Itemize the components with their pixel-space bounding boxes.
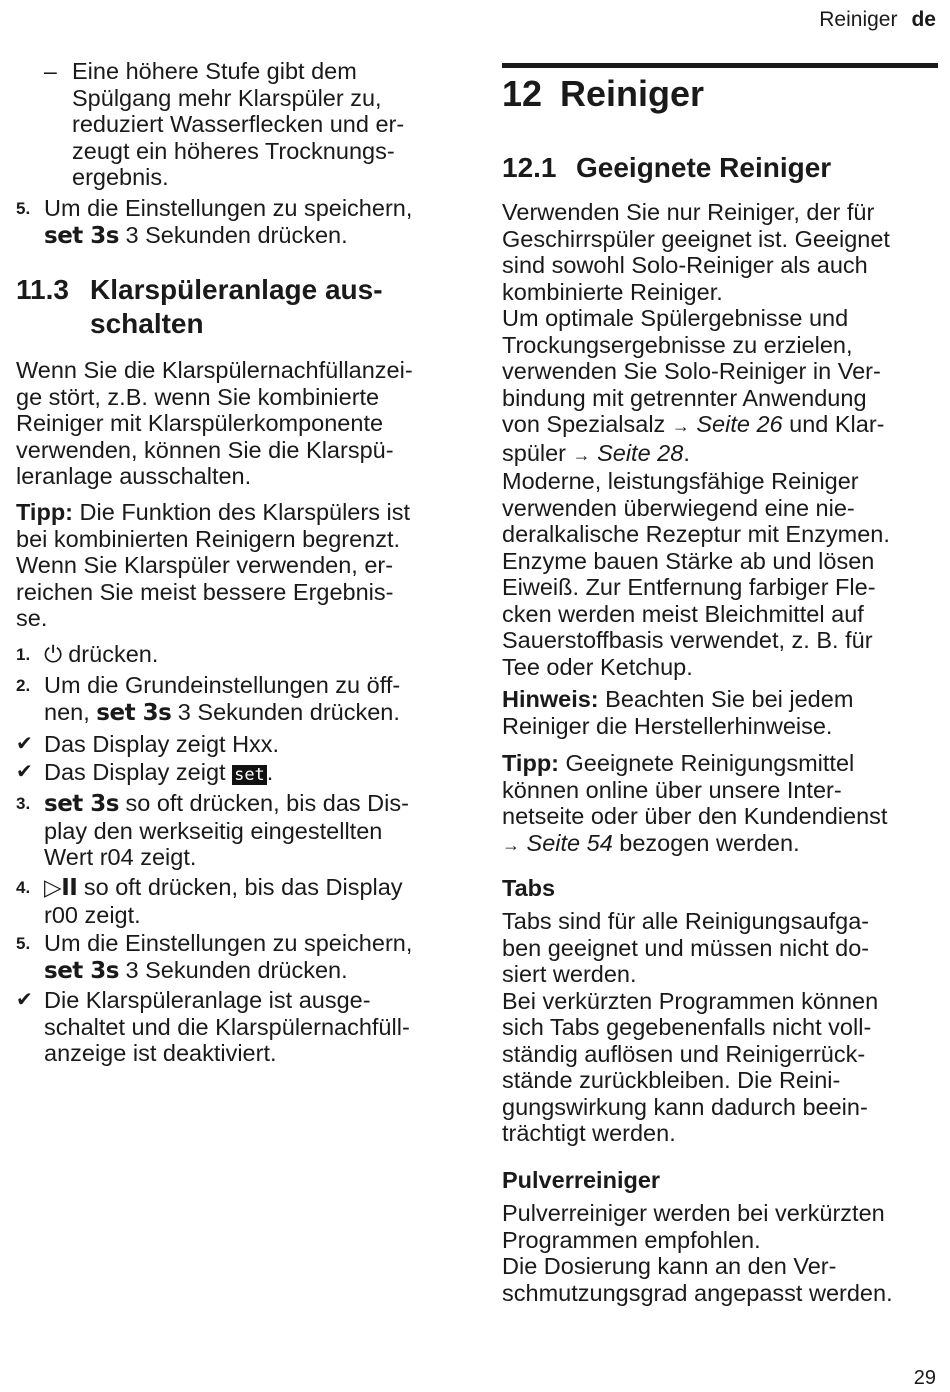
text-span: Beachten Sie bei jedem (598, 686, 854, 712)
text-span: spüler (502, 439, 573, 466)
text-line: leranlage ausschalten. (16, 463, 252, 489)
result-1 (16, 731, 456, 758)
step-3 (16, 790, 456, 871)
text-line: Sauerstoffbasis verwendet, z. B. für (502, 627, 873, 653)
checkmark-icon: ✔ (16, 733, 33, 755)
text-line: bindung mit getrennter Anwendung (502, 384, 867, 411)
text-span: 3 Sekunden drücken. (118, 956, 348, 983)
text-line: Moderne, leistungsfähige Reiniger (502, 468, 859, 494)
chapter-rule (502, 63, 938, 68)
text-span: so oft drücken, bis das Dis- (118, 790, 409, 816)
running-header (819, 8, 936, 32)
text-line: se. (16, 605, 48, 631)
text-line: Wenn Sie die Klarspülernachfüllanzei- (16, 357, 413, 383)
text-line: ge stört, z.B. wenn Sie kombinierte (16, 383, 380, 410)
text-line: reichen Sie meist bessere Ergebnis- (16, 578, 394, 605)
arrow-icon: → (671, 416, 690, 436)
dash-item (72, 58, 456, 191)
chapter-heading (502, 72, 938, 116)
text-line: Die Dosierung kann an den Ver- (502, 1253, 837, 1279)
text-line: Verwenden Sie nur Reiniger, der für (502, 199, 875, 225)
text-span: . (683, 439, 690, 466)
checkmark-icon: ✔ (16, 989, 33, 1011)
text-line: netseite oder über den Kundendienst (502, 803, 888, 829)
section-heading-11-3 (16, 273, 456, 341)
text-line: anzeige ist deaktiviert. (44, 1040, 277, 1066)
text-line: ergebnis. (72, 164, 169, 190)
text-line: stände zurückbleiben. Die Reini- (502, 1067, 841, 1093)
text-line: sich Tabs gegebenenfalls nicht voll- (502, 1014, 872, 1040)
heading-number: 12.1 (502, 152, 557, 183)
set-3s-symbol: set 3s (96, 699, 172, 726)
detergent-paragraph (502, 199, 942, 680)
text-line: Eine höhere Stufe gibt dem (72, 58, 357, 84)
text-line: Um die Einstellungen zu speichern, (44, 930, 413, 956)
text-line: r00 zeigt. (44, 901, 141, 928)
section-heading-12-1 (502, 151, 942, 185)
text-line: Die Klarspüleranlage ist ausge- (44, 987, 371, 1013)
step-4 (16, 874, 456, 928)
text-line: schmutzungsgrad angepasst werden. (502, 1279, 893, 1306)
tip-label: Tipp: (502, 750, 559, 776)
tip-paragraph (16, 499, 456, 632)
page-reference-link[interactable]: Seite 26 (689, 411, 783, 437)
text-line: Tee oder Ketchup. (502, 653, 693, 680)
text-span: so oft drücken, bis das Display (77, 874, 403, 900)
text-line: zeugt ein höheres Trocknungs- (72, 137, 395, 164)
text-line: verwenden überwiegend eine nie- (502, 494, 855, 521)
tip-label: Tipp: (16, 499, 73, 525)
text-span: bezogen werden. (612, 829, 800, 856)
text-line: Wenn Sie Klarspüler verwenden, er- (16, 552, 394, 578)
powder-section (502, 1166, 942, 1306)
text-line: Wert r04 zeigt. (44, 844, 197, 870)
set-3s-symbol: set 3s (44, 222, 119, 249)
text-span: . (266, 759, 274, 785)
power-icon: ⏻ (44, 642, 62, 668)
heading-line: Klarspüleranlage aus- (90, 274, 383, 305)
step-5-save-again (16, 930, 456, 984)
text-line: Eiweiß. Zur Entfernung farbiger Fle- (502, 574, 876, 600)
arrow-icon: → (502, 834, 520, 855)
text-line: siert werden. (502, 961, 637, 987)
text-line: deralkalische Rezeptur mit Enzymen. (502, 521, 890, 547)
text-line: reduziert Wasserflecken und er- (72, 111, 405, 137)
text-line: Reiniger mit Klarspülerkomponente (16, 410, 384, 436)
text-line: Um optimale Spülergebnisse und (502, 305, 849, 331)
text-line: Spülgang mehr Klarspüler zu, (72, 84, 382, 111)
text-line: verwenden, können Sie die Klarspü- (16, 436, 394, 463)
tabs-section (502, 874, 942, 1147)
heading-title: Geeignete Reiniger (576, 152, 832, 183)
text-line: gungswirkung kann dadurch beein- (502, 1093, 868, 1120)
arrow-icon: → (572, 444, 591, 465)
chapter-number: 12 (502, 73, 543, 114)
text-line: Tabs sind für alle Reinigungsaufga- (502, 908, 870, 934)
text-line: Geschirrspüler geeignet ist. Geeignet (502, 225, 890, 252)
header-section: Reiniger (819, 8, 898, 31)
set-3s-symbol: set 3s (44, 957, 119, 984)
text-line: trächtigt werden. (502, 1120, 676, 1146)
text-line: Enzyme bauen Stärke ab und lösen (502, 547, 875, 574)
text-span: Die Funktion des Klarspülers ist (73, 499, 410, 525)
text-line: bei kombinierten Reinigern begrenzt. (16, 525, 401, 552)
text-line: können online über unsere Inter- (502, 776, 842, 803)
text-line: Pulverreiniger werden bei verkürzten (502, 1200, 885, 1226)
step-number: 3. (16, 794, 31, 813)
step-number: 1. (16, 645, 31, 664)
header-language: de (911, 8, 936, 31)
set-display-badge: set (234, 765, 265, 785)
text-line: Reiniger die Herstellerhinweise. (502, 712, 833, 739)
subheading-powder: Pulverreiniger (502, 1167, 661, 1193)
dash-list (16, 58, 456, 191)
text-span: von Spezialsalz (502, 411, 672, 437)
result-2 (16, 759, 456, 789)
step-1 (16, 641, 456, 669)
set-3s-symbol: set 3s (44, 791, 119, 817)
text-span: 3 Sekunden drücken. (118, 221, 348, 248)
text-line: Trockungsergebnisse zu erzielen, (502, 331, 853, 358)
result-3 (16, 987, 456, 1067)
page-reference-link[interactable]: Seite 28 (590, 439, 684, 466)
chapter-title: Reiniger (560, 73, 705, 114)
step-number: 2. (16, 676, 31, 695)
play-pause-icon: ▷II (44, 875, 78, 901)
text-line: play den werkseitig eingestellten (44, 817, 383, 844)
text-span: Geeignete Reinigungsmittel (559, 750, 855, 776)
text-line: ben geeignet und müssen nicht do- (502, 934, 870, 961)
page-reference-link[interactable]: Seite 54 (520, 829, 613, 856)
note-paragraph (502, 686, 942, 739)
text-line: cken werden meist Bleichmittel auf (502, 600, 864, 627)
intro-paragraph (16, 357, 456, 490)
text-line: Programmen empfohlen. (502, 1226, 761, 1253)
step-number: 5. (16, 934, 31, 953)
note-label: Hinweis: (502, 686, 599, 712)
heading-number: 11.3 (16, 274, 69, 305)
text-line: sind sowohl Solo-Reiniger als auch (502, 252, 868, 278)
step-number: 4. (16, 878, 31, 897)
step-number: 5. (16, 199, 31, 218)
text-line: Das Display zeigt Hxx. (44, 731, 280, 757)
text-line: verwenden Sie Solo-Reiniger in Ver- (502, 358, 881, 384)
checkmark-icon: ✔ (16, 761, 33, 783)
text-span: nen, (44, 698, 97, 725)
subheading-tabs: Tabs (502, 875, 556, 901)
text-line: schaltet und die Klarspülernachfüll- (44, 1013, 410, 1040)
heading-line: schalten (90, 308, 204, 339)
text-line: kombinierte Reiniger. (502, 278, 723, 305)
step-2 (16, 672, 456, 726)
page-number: 29 (913, 1367, 936, 1389)
text-line: Um die Einstellungen zu speichern, (44, 195, 413, 221)
text-line: ständig auflösen und Reinigerrück- (502, 1040, 866, 1067)
text-span: drücken. (61, 641, 159, 667)
text-line: Bei verkürzten Programmen können (502, 987, 879, 1014)
text-span: Das Display zeigt (44, 759, 233, 785)
text-line: Um die Grundeinstellungen zu öff- (44, 672, 401, 698)
dash-marker: – (44, 58, 57, 84)
text-span: 3 Sekunden drücken. (171, 698, 400, 725)
tip-paragraph (502, 750, 942, 858)
step-5-save (16, 195, 456, 249)
text-span: und Klar- (782, 411, 885, 437)
